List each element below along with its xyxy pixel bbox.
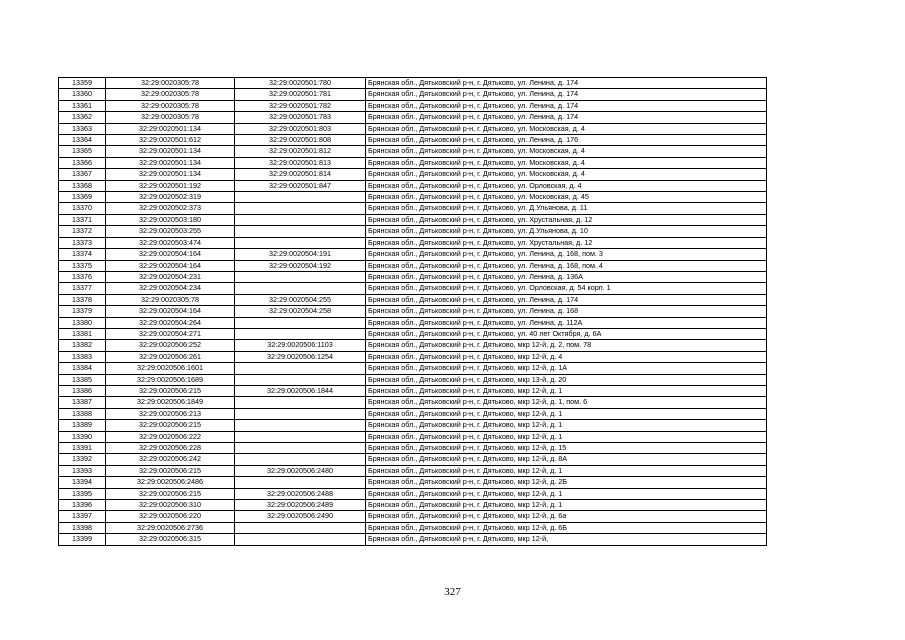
table-row xyxy=(59,420,767,431)
object-cadastral-cell xyxy=(235,374,366,385)
row-number-cell: 13383 xyxy=(59,351,106,362)
row-number-cell: 13396 xyxy=(59,500,106,511)
object-cadastral-cell: 32:29:0020501:808 xyxy=(235,135,366,146)
address-cell: Брянская обл., Дятьковский р-н, г. Дятьково, мкр 12-й, д. 1 xyxy=(366,431,767,442)
object-cadastral-cell xyxy=(235,226,366,237)
table-row xyxy=(59,443,767,454)
object-cadastral-cell: 32:29:0020504:192 xyxy=(235,260,366,271)
object-cadastral-cell: 32:29:0020501:783 xyxy=(235,112,366,123)
address-cell: Брянская обл., Дятьковский р-н, г. Дятьково, ул. Ленина, д. 174 xyxy=(366,78,767,89)
object-cadastral-cell xyxy=(235,317,366,328)
block-cadastral-cell: 32:29:0020504:164 xyxy=(106,306,235,317)
address-cell: Брянская обл., Дятьковский р-н, г. Дятьково, мкр 12-й, д. 6а xyxy=(366,511,767,522)
object-cadastral-cell xyxy=(235,363,366,374)
block-cadastral-cell: 32:29:0020506:215 xyxy=(106,420,235,431)
row-number-cell: 13393 xyxy=(59,465,106,476)
object-cadastral-cell xyxy=(235,397,366,408)
block-cadastral-cell: 32:29:0020305:78 xyxy=(106,112,235,123)
address-cell: Брянская обл., Дятьковский р-н, г. Дятьково, ул. Московская, д. 4 xyxy=(366,146,767,157)
table-row xyxy=(59,260,767,271)
object-cadastral-cell xyxy=(235,328,366,339)
row-number-cell: 13362 xyxy=(59,112,106,123)
row-number-cell: 13388 xyxy=(59,408,106,419)
address-cell: Брянская обл., Дятьковский р-н, г. Дятьково, мкр 12-й, xyxy=(366,534,767,545)
table-row xyxy=(59,169,767,180)
table-row xyxy=(59,511,767,522)
address-cell: Брянская обл., Дятьковский р-н, г. Дятьково, ул. Московская, д. 4 xyxy=(366,157,767,168)
table-row xyxy=(59,283,767,294)
address-cell: Брянская обл., Дятьковский р-н, г. Дятьково, ул. Д.Ульянова, д. 10 xyxy=(366,226,767,237)
block-cadastral-cell: 32:29:0020504:271 xyxy=(106,328,235,339)
address-cell: Брянская обл., Дятьковский р-н, г. Дятьково, мкр 12-й, д. 15 xyxy=(366,443,767,454)
table-row xyxy=(59,454,767,465)
object-cadastral-cell xyxy=(235,271,366,282)
row-number-cell: 13361 xyxy=(59,100,106,111)
table-row xyxy=(59,522,767,533)
table-row xyxy=(59,431,767,442)
block-cadastral-cell: 32:29:0020503:474 xyxy=(106,237,235,248)
object-cadastral-cell xyxy=(235,454,366,465)
row-number-cell: 13365 xyxy=(59,146,106,157)
object-cadastral-cell xyxy=(235,192,366,203)
object-cadastral-cell: 32:29:0020504:255 xyxy=(235,294,366,305)
table-row xyxy=(59,135,767,146)
table-row xyxy=(59,294,767,305)
row-number-cell: 13395 xyxy=(59,488,106,499)
address-cell: Брянская обл., Дятьковский р-н, г. Дятьково, ул. Московская, д. 45 xyxy=(366,192,767,203)
address-cell: Брянская обл., Дятьковский р-н, г. Дятьково, ул. Ленина, д. 168 xyxy=(366,306,767,317)
address-cell: Брянская обл., Дятьковский р-н, г. Дятьково, ул. Московская, д. 4 xyxy=(366,123,767,134)
address-cell: Брянская обл., Дятьковский р-н, г. Дятьково, ул. Хрустальная, д. 12 xyxy=(366,214,767,225)
address-cell: Брянская обл., Дятьковский р-н, г. Дятьково, ул. Ленина, д. 112А xyxy=(366,317,767,328)
table-row xyxy=(59,500,767,511)
block-cadastral-cell: 32:29:0020504:164 xyxy=(106,249,235,260)
table-row xyxy=(59,385,767,396)
block-cadastral-cell: 32:29:0020305:78 xyxy=(106,89,235,100)
table-row xyxy=(59,78,767,89)
block-cadastral-cell: 32:29:0020501:192 xyxy=(106,180,235,191)
object-cadastral-cell xyxy=(235,203,366,214)
address-cell: Брянская обл., Дятьковский р-н, г. Дятьково, ул. Орловская, д. 54 корп. 1 xyxy=(366,283,767,294)
table-row xyxy=(59,249,767,260)
block-cadastral-cell: 32:29:0020503:255 xyxy=(106,226,235,237)
object-cadastral-cell: 32:29:0020506:1103 xyxy=(235,340,366,351)
table-row xyxy=(59,100,767,111)
table-row xyxy=(59,89,767,100)
row-number-cell: 13377 xyxy=(59,283,106,294)
registry-table xyxy=(58,77,767,546)
row-number-cell: 13370 xyxy=(59,203,106,214)
object-cadastral-cell xyxy=(235,443,366,454)
object-cadastral-cell: 32:29:0020501:813 xyxy=(235,157,366,168)
object-cadastral-cell: 32:29:0020506:1844 xyxy=(235,385,366,396)
address-cell: Брянская обл., Дятьковский р-н, г. Дятьково, ул. Ленина, д. 174 xyxy=(366,100,767,111)
block-cadastral-cell: 32:29:0020506:2486 xyxy=(106,477,235,488)
object-cadastral-cell: 32:29:0020501:782 xyxy=(235,100,366,111)
address-cell: Брянская обл., Дятьковский р-н, г. Дятьково, мкр 12-й, д. 1А xyxy=(366,363,767,374)
block-cadastral-cell: 32:29:0020506:213 xyxy=(106,408,235,419)
table-row xyxy=(59,192,767,203)
block-cadastral-cell: 32:29:0020501:612 xyxy=(106,135,235,146)
address-cell: Брянская обл., Дятьковский р-н, г. Дятьково, ул. Ленина, д. 174 xyxy=(366,112,767,123)
block-cadastral-cell: 32:29:0020504:234 xyxy=(106,283,235,294)
block-cadastral-cell: 32:29:0020506:242 xyxy=(106,454,235,465)
row-number-cell: 13385 xyxy=(59,374,106,385)
row-number-cell: 13391 xyxy=(59,443,106,454)
block-cadastral-cell: 32:29:0020502:373 xyxy=(106,203,235,214)
row-number-cell: 13386 xyxy=(59,385,106,396)
block-cadastral-cell: 32:29:0020502:319 xyxy=(106,192,235,203)
address-cell: Брянская обл., Дятьковский р-н, г. Дятьково, ул. Ленина, д. 168, пом. 4 xyxy=(366,260,767,271)
row-number-cell: 13371 xyxy=(59,214,106,225)
object-cadastral-cell xyxy=(235,237,366,248)
address-cell: Брянская обл., Дятьковский р-н, г. Дятьково, ул. Ленина, д. 168, пом. 3 xyxy=(366,249,767,260)
row-number-cell: 13368 xyxy=(59,180,106,191)
table-row xyxy=(59,203,767,214)
block-cadastral-cell: 32:29:0020503:180 xyxy=(106,214,235,225)
object-cadastral-cell: 32:29:0020501:814 xyxy=(235,169,366,180)
row-number-cell: 13373 xyxy=(59,237,106,248)
table-row xyxy=(59,237,767,248)
block-cadastral-cell: 32:29:0020506:220 xyxy=(106,511,235,522)
row-number-cell: 13381 xyxy=(59,328,106,339)
block-cadastral-cell: 32:29:0020506:215 xyxy=(106,488,235,499)
block-cadastral-cell: 32:29:0020501:134 xyxy=(106,169,235,180)
table-row xyxy=(59,397,767,408)
address-cell: Брянская обл., Дятьковский р-н, г. Дятьково, мкр 12-й, д. 1 xyxy=(366,408,767,419)
address-cell: Брянская обл., Дятьковский р-н, г. Дятьково, мкр 12-й, д. 2, пом. 78 xyxy=(366,340,767,351)
object-cadastral-cell: 32:29:0020501:803 xyxy=(235,123,366,134)
block-cadastral-cell: 32:29:0020305:78 xyxy=(106,78,235,89)
object-cadastral-cell: 32:29:0020504:191 xyxy=(235,249,366,260)
address-cell: Брянская обл., Дятьковский р-н, г. Дятьково, мкр 12-й, д. 1 xyxy=(366,420,767,431)
address-cell: Брянская обл., Дятьковский р-н, г. Дятьково, ул. Ленина, д. 174 xyxy=(366,89,767,100)
page-number: 327 xyxy=(444,586,461,598)
address-cell: Брянская обл., Дятьковский р-н, г. Дятьково, ул. Орловская, д. 4 xyxy=(366,180,767,191)
table-row xyxy=(59,465,767,476)
row-number-cell: 13384 xyxy=(59,363,106,374)
object-cadastral-cell xyxy=(235,408,366,419)
table-row xyxy=(59,180,767,191)
object-cadastral-cell xyxy=(235,420,366,431)
row-number-cell: 13366 xyxy=(59,157,106,168)
object-cadastral-cell xyxy=(235,431,366,442)
table-row xyxy=(59,112,767,123)
address-cell: Брянская обл., Дятьковский р-н, г. Дятьково, мкр 12-й, д. 1 xyxy=(366,500,767,511)
table-row xyxy=(59,317,767,328)
row-number-cell: 13375 xyxy=(59,260,106,271)
block-cadastral-cell: 32:29:0020506:222 xyxy=(106,431,235,442)
address-cell: Брянская обл., Дятьковский р-н, г. Дятьково, ул. Московская, д. 4 xyxy=(366,169,767,180)
row-number-cell: 13380 xyxy=(59,317,106,328)
address-cell: Брянская обл., Дятьковский р-н, г. Дятьково, ул. 40 лет Октября, д. 6А xyxy=(366,328,767,339)
address-cell: Брянская обл., Дятьковский р-н, г. Дятьково, мкр 12-й, д. 2Б xyxy=(366,477,767,488)
row-number-cell: 13389 xyxy=(59,420,106,431)
row-number-cell: 13398 xyxy=(59,522,106,533)
table-row xyxy=(59,363,767,374)
object-cadastral-cell xyxy=(235,522,366,533)
block-cadastral-cell: 32:29:0020305:78 xyxy=(106,294,235,305)
row-number-cell: 13367 xyxy=(59,169,106,180)
address-cell: Брянская обл., Дятьковский р-н, г. Дятьково, ул. Д.Ульянова, д. 11 xyxy=(366,203,767,214)
object-cadastral-cell: 32:29:0020506:2490 xyxy=(235,511,366,522)
row-number-cell: 13399 xyxy=(59,534,106,545)
table-body xyxy=(59,78,767,546)
row-number-cell: 13387 xyxy=(59,397,106,408)
object-cadastral-cell: 32:29:0020506:2489 xyxy=(235,500,366,511)
block-cadastral-cell: 32:29:0020506:2736 xyxy=(106,522,235,533)
block-cadastral-cell: 32:29:0020506:252 xyxy=(106,340,235,351)
object-cadastral-cell xyxy=(235,477,366,488)
row-number-cell: 13364 xyxy=(59,135,106,146)
table-row xyxy=(59,306,767,317)
address-cell: Брянская обл., Дятьковский р-н, г. Дятьково, мкр 12-й, д. 1, пом. 6 xyxy=(366,397,767,408)
table-row xyxy=(59,214,767,225)
address-cell: Брянская обл., Дятьковский р-н, г. Дятьково, мкр 12-й, д. 4 xyxy=(366,351,767,362)
object-cadastral-cell: 32:29:0020504:258 xyxy=(235,306,366,317)
object-cadastral-cell: 32:29:0020501:812 xyxy=(235,146,366,157)
object-cadastral-cell xyxy=(235,283,366,294)
row-number-cell: 13382 xyxy=(59,340,106,351)
object-cadastral-cell: 32:29:0020506:1254 xyxy=(235,351,366,362)
block-cadastral-cell: 32:29:0020501:134 xyxy=(106,123,235,134)
address-cell: Брянская обл., Дятьковский р-н, г. Дятьково, мкр 12-й, д. 8А xyxy=(366,454,767,465)
row-number-cell: 13374 xyxy=(59,249,106,260)
block-cadastral-cell: 32:29:0020506:215 xyxy=(106,465,235,476)
table-row xyxy=(59,157,767,168)
object-cadastral-cell: 32:29:0020501:781 xyxy=(235,89,366,100)
object-cadastral-cell: 32:29:0020506:2488 xyxy=(235,488,366,499)
table-row xyxy=(59,351,767,362)
block-cadastral-cell: 32:29:0020506:215 xyxy=(106,385,235,396)
block-cadastral-cell: 32:29:0020506:1849 xyxy=(106,397,235,408)
row-number-cell: 13372 xyxy=(59,226,106,237)
block-cadastral-cell: 32:29:0020504:231 xyxy=(106,271,235,282)
address-cell: Брянская обл., Дятьковский р-н, г. Дятьково, ул. Ленина, д. 174 xyxy=(366,294,767,305)
table-row xyxy=(59,146,767,157)
row-number-cell: 13392 xyxy=(59,454,106,465)
block-cadastral-cell: 32:29:0020506:228 xyxy=(106,443,235,454)
address-cell: Брянская обл., Дятьковский р-н, г. Дятьково, мкр 12-й, д. 6Б xyxy=(366,522,767,533)
block-cadastral-cell: 32:29:0020506:1689 xyxy=(106,374,235,385)
address-cell: Брянская обл., Дятьковский р-н, г. Дятьково, ул. Ленина, д. 176 xyxy=(366,135,767,146)
table-row xyxy=(59,328,767,339)
address-cell: Брянская обл., Дятьковский р-н, г. Дятьково, мкр 13-й, д. 20 xyxy=(366,374,767,385)
table-row xyxy=(59,477,767,488)
row-number-cell: 13394 xyxy=(59,477,106,488)
table-row xyxy=(59,374,767,385)
address-cell: Брянская обл., Дятьковский р-н, г. Дятьково, ул. Хрустальная, д. 12 xyxy=(366,237,767,248)
table-row xyxy=(59,340,767,351)
row-number-cell: 13376 xyxy=(59,271,106,282)
row-number-cell: 13363 xyxy=(59,123,106,134)
block-cadastral-cell: 32:29:0020506:315 xyxy=(106,534,235,545)
block-cadastral-cell: 32:29:0020506:310 xyxy=(106,500,235,511)
object-cadastral-cell xyxy=(235,214,366,225)
table-row xyxy=(59,534,767,545)
block-cadastral-cell: 32:29:0020506:261 xyxy=(106,351,235,362)
table-row xyxy=(59,408,767,419)
row-number-cell: 13378 xyxy=(59,294,106,305)
table-row xyxy=(59,226,767,237)
block-cadastral-cell: 32:29:0020504:264 xyxy=(106,317,235,328)
row-number-cell: 13369 xyxy=(59,192,106,203)
row-number-cell: 13397 xyxy=(59,511,106,522)
address-cell: Брянская обл., Дятьковский р-н, г. Дятьково, мкр 12-й, д. 1 xyxy=(366,488,767,499)
block-cadastral-cell: 32:29:0020305:78 xyxy=(106,100,235,111)
object-cadastral-cell: 32:29:0020506:2480 xyxy=(235,465,366,476)
row-number-cell: 13390 xyxy=(59,431,106,442)
table-row xyxy=(59,271,767,282)
block-cadastral-cell: 32:29:0020504:164 xyxy=(106,260,235,271)
block-cadastral-cell: 32:29:0020501:134 xyxy=(106,157,235,168)
row-number-cell: 13359 xyxy=(59,78,106,89)
row-number-cell: 13360 xyxy=(59,89,106,100)
address-cell: Брянская обл., Дятьковский р-н, г. Дятьково, мкр 12-й, д. 1 xyxy=(366,385,767,396)
table-row xyxy=(59,488,767,499)
block-cadastral-cell: 32:29:0020501:134 xyxy=(106,146,235,157)
table-row xyxy=(59,123,767,134)
row-number-cell: 13379 xyxy=(59,306,106,317)
object-cadastral-cell: 32:29:0020501:780 xyxy=(235,78,366,89)
address-cell: Брянская обл., Дятьковский р-н, г. Дятьково, мкр 12-й, д. 1 xyxy=(366,465,767,476)
block-cadastral-cell: 32:29:0020506:1601 xyxy=(106,363,235,374)
address-cell: Брянская обл., Дятьковский р-н, г. Дятьково, ул. Ленина, д. 136А xyxy=(366,271,767,282)
object-cadastral-cell xyxy=(235,534,366,545)
object-cadastral-cell: 32:29:0020501:847 xyxy=(235,180,366,191)
